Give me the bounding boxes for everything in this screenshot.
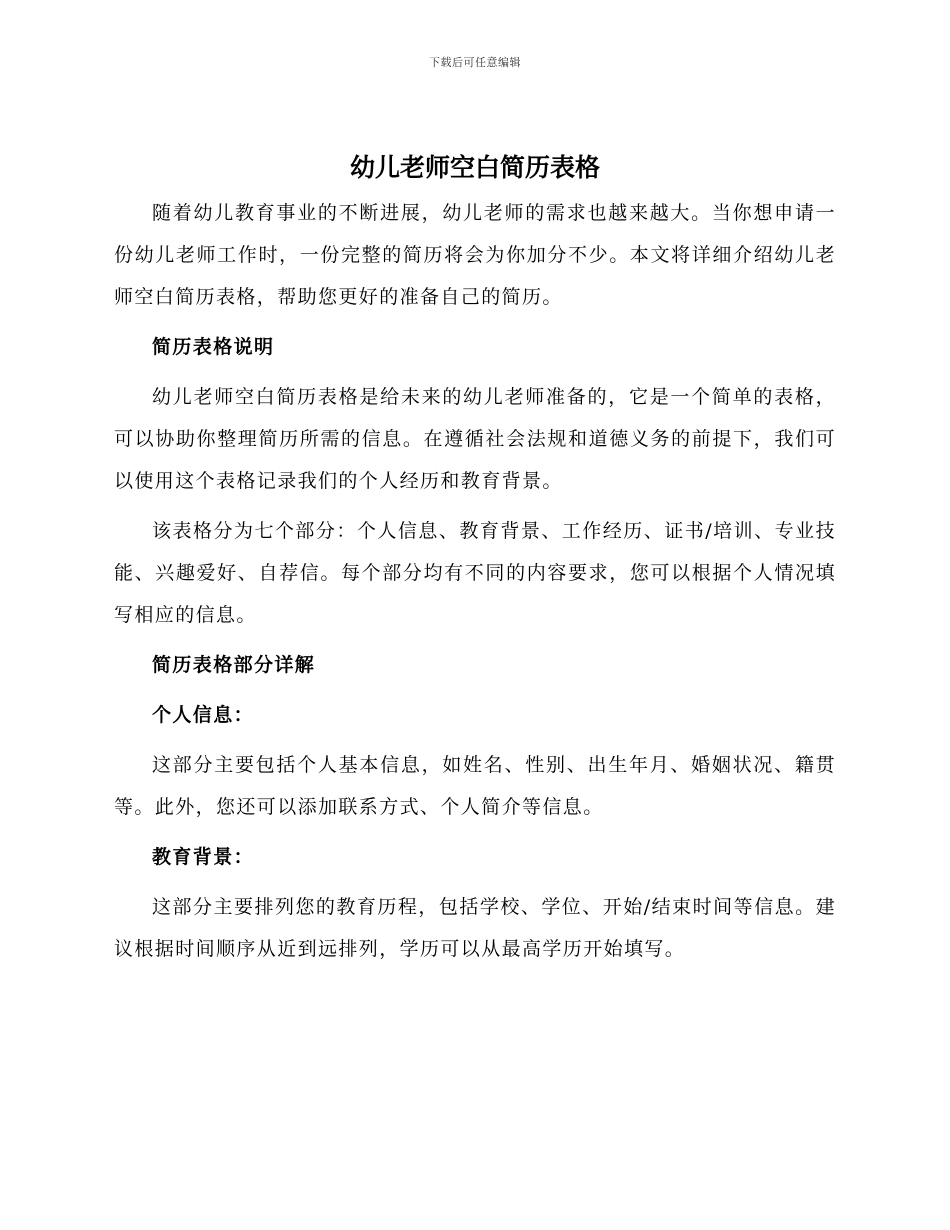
subheading-education: 教育背景： xyxy=(152,846,255,868)
subheading-personal-info: 个人信息： xyxy=(152,704,255,726)
resume-description-paragraph-2: 该表格分为七个部分：个人信息、教育背景、工作经历、证书/培训、专业技能、兴趣爱好、自荐信。每个部分均有不同的内容要求，您可以根据个人情况填写相应的信息。 xyxy=(114,520,836,626)
document-title: 幼儿老师空白简历表格 xyxy=(349,153,600,182)
intro-paragraph: 随着幼儿教育事业的不断进展，幼儿老师的需求也越来越大。当你想申请一份幼儿老师工作时，一份完整的简历将会为你加分不少。本文将详细介绍幼儿老师空白简历表格，帮助您更好的准备自己的简历。 xyxy=(114,202,836,308)
document-body xyxy=(114,148,836,978)
resume-description-paragraph-1: 幼儿老师空白简历表格是给未来的幼儿老师准备的，它是一个简单的表格，可以协助你整理简历所需的信息。在遵循社会法规和道德义务的前提下，我们可以使用这个表格记录我们的个人经历和教育背景。 xyxy=(114,386,836,492)
personal-info-paragraph: 这部分主要包括个人基本信息，如姓名、性别、出生年月、婚姻状况、籍贯等。此外，您还可以添加联系方式、个人简介等信息。 xyxy=(114,754,836,818)
section-heading-resume-description: 简历表格说明 xyxy=(152,336,275,358)
page-header-note: 下载后可任意编辑 xyxy=(429,56,521,69)
section-heading-resume-details: 简历表格部分详解 xyxy=(152,654,316,676)
education-paragraph: 这部分主要排列您的教育历程，包括学校、学位、开始/结束时间等信息。建议根据时间顺序从近到远排列，学历可以从最高学历开始填写。 xyxy=(114,896,836,960)
